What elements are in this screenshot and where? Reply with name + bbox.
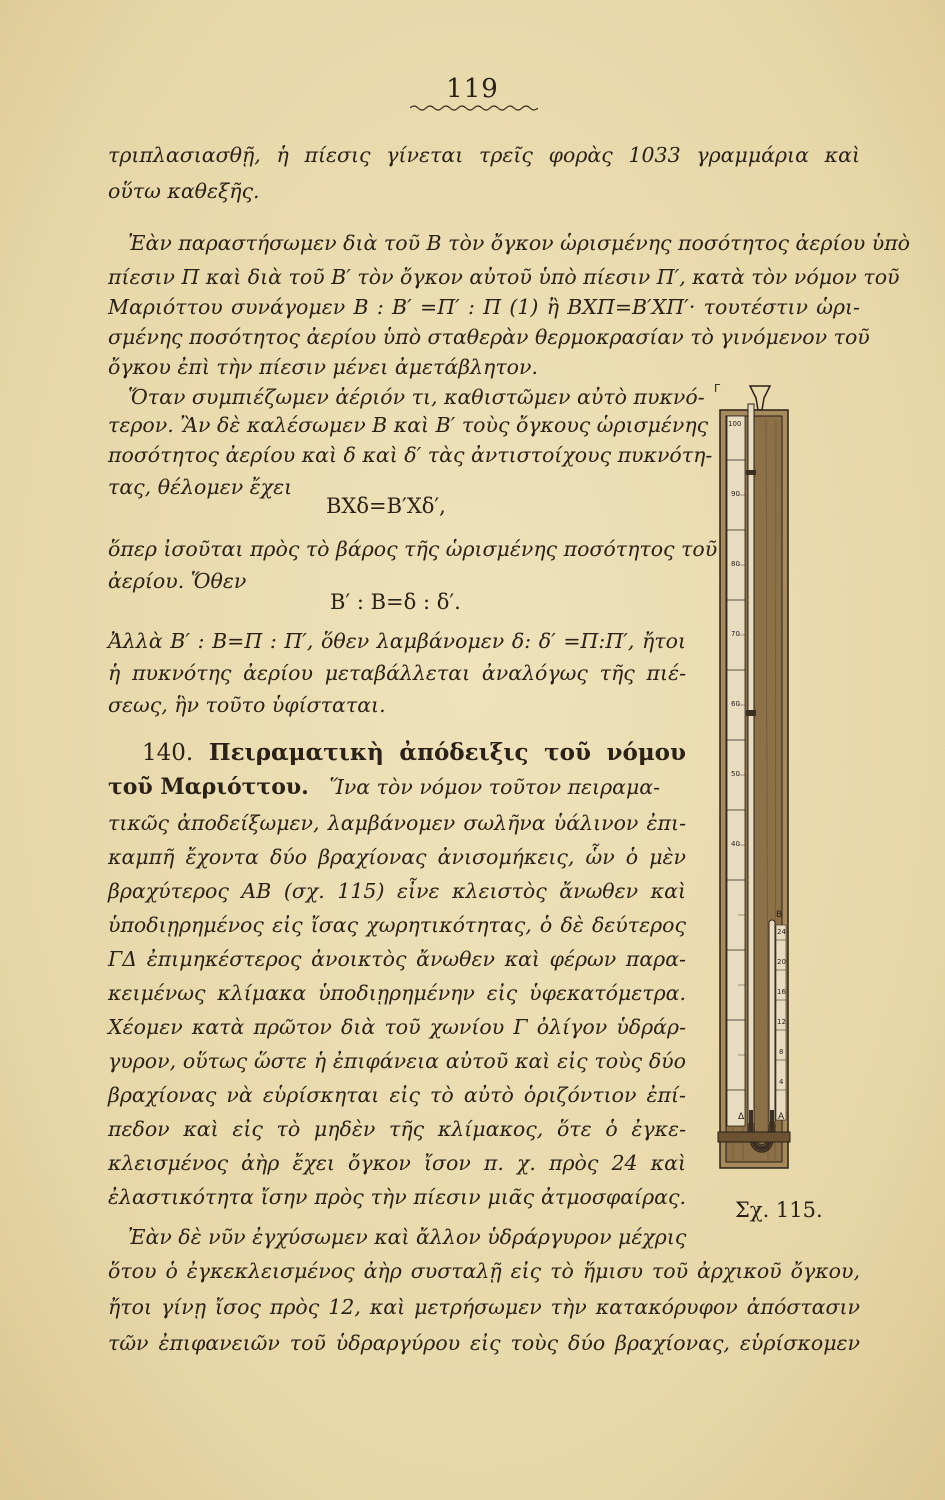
scale-label: 70 xyxy=(731,630,740,638)
figure-letter: Β xyxy=(776,910,783,920)
text-line: Ἐὰν δὲ νῦν ἐγχύσωμεν καὶ ἄλλον ὑδράργυρον μέχρις xyxy=(128,1225,687,1249)
text-line: ὅτου ὁ ἐγκεκλεισμένος ἀὴρ συσταλῇ εἰς τὸ ἥμισυ τοῦ ἀρχικοῦ ὄγκου, xyxy=(108,1259,860,1283)
text-line: βραχύτερος ΑΒ (σχ. 115) εἶνε κλειστὸς ἄνωθεν καὶ xyxy=(108,879,686,903)
equation: ΒΧδ=Β′Χδ′, xyxy=(326,494,446,518)
small-scale-label: 8 xyxy=(779,1048,784,1056)
text-line: ἡ πυκνότης ἀερίου μεταβάλλεται ἀναλόγως τῆς πιέ- xyxy=(108,661,686,685)
text-line: τας, θέλομεν ἔχει xyxy=(108,475,293,499)
small-scale-label: 24 xyxy=(777,928,786,936)
text-line: ὑποδιῃρημένος εἰς ἴσας χωρητικότητας, ὁ δὲ δεύτερος xyxy=(108,913,686,937)
text-line: ἤτοι γίνῃ ἴσος πρὸς 12, καὶ μετρήσωμεν τὴν κατακόρυφον ἀπόστασιν xyxy=(108,1295,860,1319)
text-line: ΓΔ ἐπιμηκέστερος ἀνοικτὸς ἄνωθεν καὶ φέρων παρα- xyxy=(108,947,686,971)
section-title-cont: τοῦ Μαριόττου. xyxy=(108,774,309,800)
text-line: ὅπερ ἰσοῦται πρὸς τὸ βάρος τῆς ὡρισμένης ποσότητος τοῦ xyxy=(108,537,718,561)
text-line: οὕτω καθεξῆς. xyxy=(108,179,260,203)
small-scale-label: 16 xyxy=(777,988,786,996)
text-line: Ἀλλὰ Β′ : Β=Π : Π′, ὅθεν λαμβάνομεν δ: δ′ =Π:Π′, ἤτοι xyxy=(108,629,686,653)
section-number: 140. xyxy=(142,740,194,766)
section-heading xyxy=(142,738,686,768)
text-line: τερον. Ἂν δὲ καλέσωμεν Β καὶ Β′ τοὺς ὄγκους ὡρισμένης xyxy=(108,413,709,437)
text-line: βραχίονας νὰ εὑρίσκηται εἰς τὸ αὐτὸ ὁριζόντιον ἐπί- xyxy=(108,1083,686,1107)
section-title: Πειραματικὴ ἀπόδειξις τοῦ νόμου xyxy=(208,739,686,766)
small-scale-label: 4 xyxy=(779,1078,784,1086)
text-line: σεως, ἣν τοῦτο ὑφίσταται. xyxy=(108,693,386,717)
scale-label: 60 xyxy=(731,700,740,708)
ornamental-rule xyxy=(410,104,538,112)
text-line: Ἐὰν παραστήσωμεν διὰ τοῦ Β τὸν ὄγκον ὡρισμένης ποσότητος ἀερίου ὑπὸ xyxy=(128,231,911,255)
text-line: γυρον, οὕτως ὥστε ἡ ἐπιφάνεια αὐτοῦ καὶ εἰς τοὺς δύο xyxy=(108,1049,686,1073)
text-line: Ὅταν συμπιέζωμεν ἀέριόν τι, καθιστῶμεν αὐτὸ πυκνό- xyxy=(128,385,705,409)
text-line: ὄγκου ἐπὶ τὴν πίεσιν μένει ἀμετάβλητον. xyxy=(108,355,538,379)
scale-label: 50 xyxy=(731,770,740,778)
text-line: κειμένως κλίμακα ὑποδιῃρημένην εἰς ὑφεκατόμετρα. xyxy=(108,981,686,1005)
figure-labels xyxy=(714,380,810,1180)
text-line: ἐλαστικότητα ἴσην πρὸς τὴν πίεσιν μιᾶς ἀτμοσφαίρας. xyxy=(108,1185,686,1209)
text-line xyxy=(108,772,686,802)
text-line: πεδον καὶ εἰς τὸ μηδὲν τῆς κλίμακος, ὅτε ὁ ἐγκε- xyxy=(108,1117,686,1141)
text-line: ἀερίου. Ὅθεν xyxy=(108,569,247,593)
figure-letter: Γ xyxy=(714,382,721,395)
text-line: κλεισμένος ἀὴρ ἔχει ὄγκον ἴσον π. χ. πρὸς 24 καὶ xyxy=(108,1151,686,1175)
text-line: τῶν ἐπιφανειῶν τοῦ ὑδραργύρου εἰς τοὺς δύο βραχίονας, εὑρίσκομεν xyxy=(108,1331,860,1355)
text-line: σμένης ποσότητος ἀερίου ὑπὸ σταθερὰν θερμοκρασίαν τὸ γινόμενον τοῦ xyxy=(108,325,870,349)
small-scale-label: 12 xyxy=(777,1018,786,1026)
text-line: καμπῆ ἔχοντα δύο βραχίονας ἀνισομήκεις, ὧν ὁ μὲν xyxy=(108,845,686,869)
small-scale-label: 20 xyxy=(777,958,786,966)
scale-label: 100 xyxy=(728,420,742,428)
text-line: Μαριόττου συνάγομεν Β : Β′ =Π′ : Π (1) ἢ ΒΧΠ=Β′ΧΠ′· τουτέστιν ὡρι- xyxy=(108,295,860,319)
page-number: 119 xyxy=(446,74,499,104)
scale-label: 40 xyxy=(731,840,740,848)
text-line: τικῶς ἀποδείξωμεν, λαμβάνομεν σωλῆνα ὑάλινον ἐπι- xyxy=(108,811,686,835)
text-line: ποσότητος ἀερίου καὶ δ καὶ δ′ τὰς ἀντιστοίχους πυκνότη- xyxy=(108,443,713,467)
text-line: τριπλασιασθῇ, ἡ πίεσις γίνεται τρεῖς φορὰς 1033 γραμμάρια καὶ xyxy=(108,143,860,167)
figure-caption: Σχ. 115. xyxy=(735,1198,823,1222)
figure-letter: Δ xyxy=(738,1112,745,1122)
text-line: πίεσιν Π καὶ διὰ τοῦ Β′ τὸν ὄγκον αὐτοῦ ὑπὸ πίεσιν Π′, κατὰ τὸν νόμον τοῦ xyxy=(108,265,900,289)
scale-label: 80 xyxy=(731,560,740,568)
scale-label: 90 xyxy=(731,490,740,498)
figure-letter: Α xyxy=(778,1112,785,1122)
equation: Β′ : Β=δ : δ′. xyxy=(330,590,461,614)
text-span: Ἵνα τὸν νόμον τοῦτον πειραμα- xyxy=(329,775,661,799)
text-line: Χέομεν κατὰ πρῶτον διὰ τοῦ χωνίου Γ ὀλίγον ὑδράρ- xyxy=(108,1015,686,1039)
